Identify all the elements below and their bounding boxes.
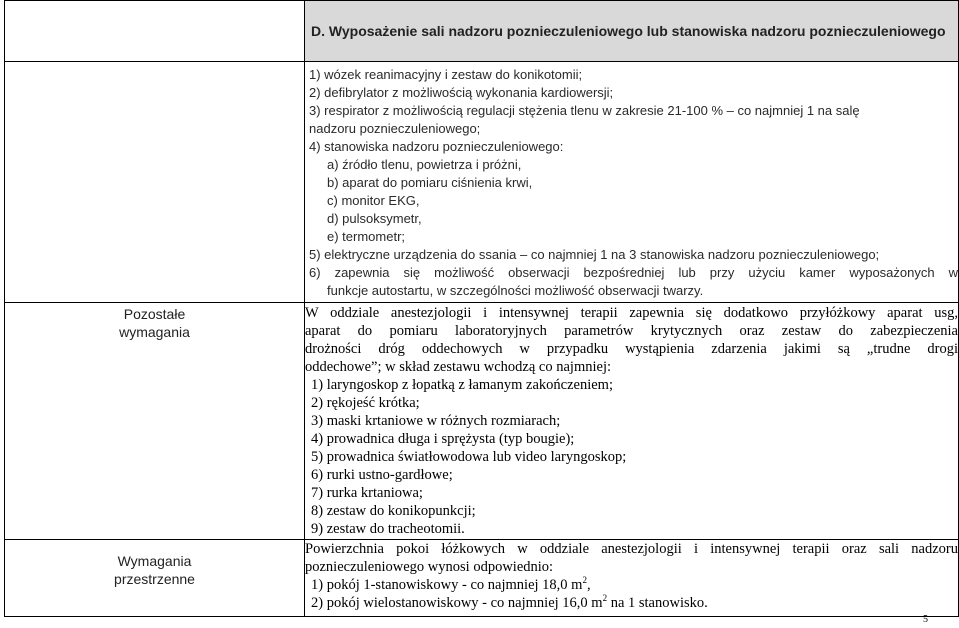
equipment-item: 1) wózek reanimacyjny i zestaw do konikotomii;	[309, 67, 583, 82]
equipment-label-cell	[5, 62, 305, 303]
requirements-table	[4, 0, 959, 617]
page-number: 5	[923, 614, 928, 625]
airway-item: 3) maski krtaniowe w różnych rozmiarach;	[311, 413, 561, 429]
room-area-text: 2) pokój wielostanowiskowy - co najmniej 16,0 m	[311, 595, 603, 611]
airway-item: 4) prowadnica długa i sprężysta (typ bougie);	[311, 431, 575, 447]
room-area-item	[305, 594, 958, 612]
equipment-item: 3) respirator z możliwością regulacji stężenia tlenu w zakresie 21-100 % – co najmniej 1 na salę	[309, 103, 860, 118]
other-paragraph-line: aparat do pomiaru laboratoryjnych parametrów krytycznych oraz zestaw do zabezpieczenia	[305, 323, 958, 339]
other-paragraph-line: drożności dróg oddechowych w przypadku wystąpienia zdarzenia jakimi są „trudne drogi	[305, 341, 958, 357]
area-unit-superscript: 2	[582, 575, 587, 586]
space-requirements-label: Wymagania przestrzenne	[114, 553, 195, 587]
equipment-row	[5, 62, 959, 303]
airway-item: 5) prowadnica światłowodowa lub video laryngoskop;	[311, 449, 627, 465]
airway-item: 2) rękojeść krótka;	[311, 395, 420, 411]
room-area-suffix: ,	[586, 577, 591, 593]
other-paragraph-line: oddechowe”; w skład zestawu wchodzą co najmniej:	[305, 359, 612, 375]
airway-item: 8) zestaw do konikopunkcji;	[311, 503, 476, 519]
heading-left-cell	[5, 1, 305, 62]
airway-item: 1) laryngoskop z łopatką z łamanym zakończeniem;	[311, 377, 613, 393]
other-requirements-cell	[305, 303, 959, 540]
room-area-suffix: na 1 stanowisko.	[607, 595, 708, 611]
equipment-subitem: e) termometr;	[327, 229, 406, 244]
space-requirements-row	[5, 540, 959, 617]
other-label-cell	[5, 303, 305, 540]
space-paragraph-line: poznieczuleniowego wynosi odpowiednio:	[305, 559, 554, 575]
equipment-item: 5) elektryczne urządzenia do ssania – co najmniej 1 na 3 stanowiska nadzoru poznieczuleniowego;	[309, 247, 880, 262]
room-area-item	[305, 576, 958, 594]
heading-cell	[305, 1, 959, 62]
airway-item: 7) rurka krtaniowa;	[311, 485, 423, 501]
space-paragraph-line: Powierzchnia pokoi łóżkowych w oddziale anestezjologii i intensywnej terapii oraz sali nadzoru	[305, 541, 958, 557]
space-requirements-cell	[305, 540, 959, 617]
equipment-subitem: d) pulsoksymetr,	[327, 211, 422, 226]
equipment-item: 4) stanowiska nadzoru poznieczuleniowego:	[309, 139, 564, 154]
other-requirements-label: Pozostałe wymagania	[119, 306, 190, 340]
room-area-text: 1) pokój 1-stanowiskowy - co najmniej 18,0 m	[311, 577, 583, 593]
airway-item: 9) zestaw do tracheotomii.	[311, 521, 465, 537]
equipment-item: 2) defibrylator z możliwością wykonania kardiowersji;	[309, 85, 614, 100]
heading-row	[5, 1, 959, 62]
section-heading: D. Wyposażenie sali nadzoru poznieczuleniowego lub stanowiska nadzoru poznieczuleniowego	[305, 1, 958, 61]
area-unit-superscript: 2	[602, 593, 608, 604]
space-label-cell	[5, 540, 305, 617]
equipment-subitem: b) aparat do pomiaru ciśnienia krwi,	[327, 175, 533, 190]
equipment-item-cont: funkcje autostartu, w szczególności możliwość obserwacji twarzy.	[327, 283, 704, 298]
equipment-subitem: a) źródło tlenu, powietrza i próżni,	[327, 157, 522, 172]
other-paragraph-line: W oddziale anestezjologii i intensywnej terapii zapewnia się dodatkowo przyłóżkowy aparat usg,	[305, 305, 958, 321]
airway-item: 6) rurki ustno-gardłowe;	[311, 467, 453, 483]
equipment-item: nadzoru poznieczuleniowego;	[309, 121, 481, 136]
equipment-subitem: c) monitor EKG,	[327, 193, 420, 208]
other-requirements-row	[5, 303, 959, 540]
equipment-item: 6) zapewnia się możliwość obserwacji bezpośredniej lub przy użyciu kamer wyposażonych w	[309, 265, 958, 280]
equipment-cell	[305, 62, 959, 303]
